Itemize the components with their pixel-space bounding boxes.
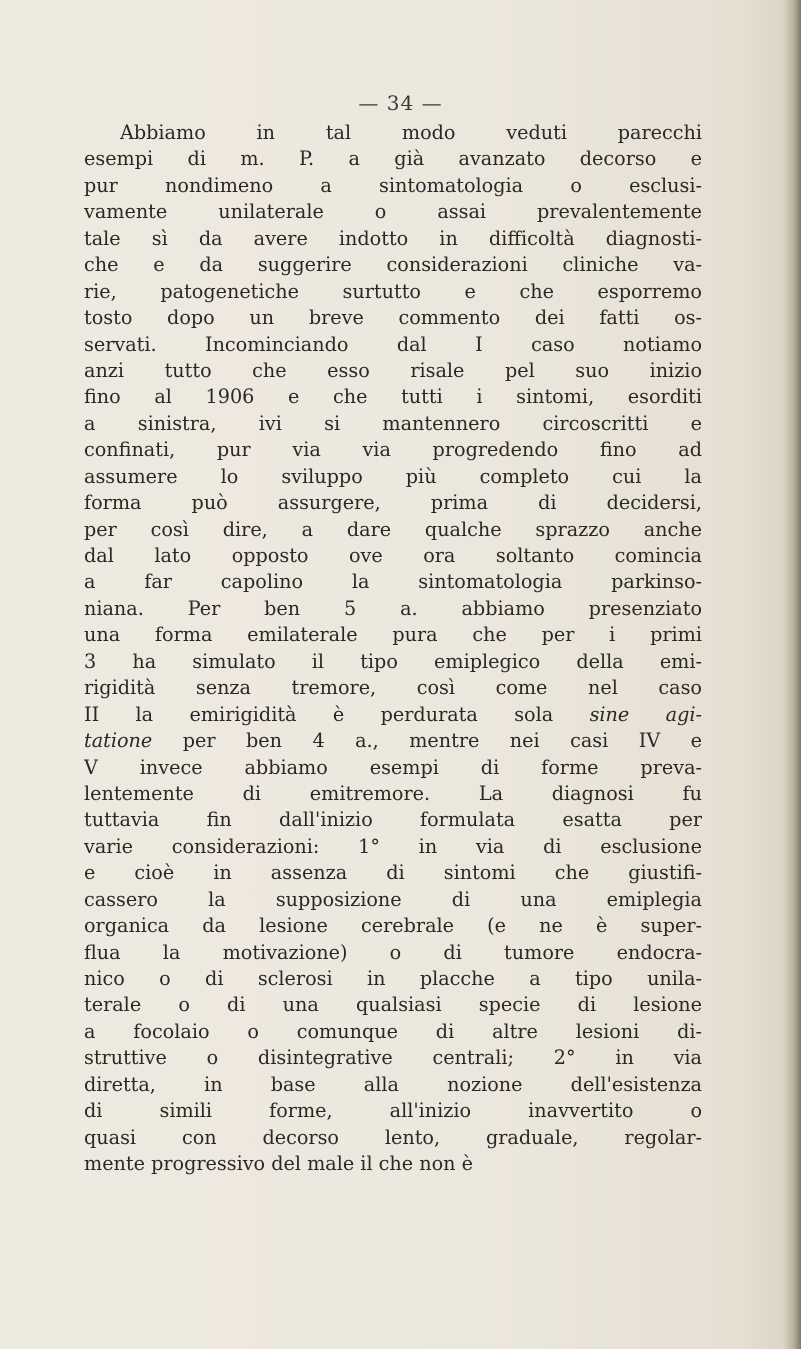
text-line: tosto dopo un breve commento dei fatti os- (84, 306, 702, 330)
text-line: rie, patogenetiche surtutto e che esporremo (84, 279, 702, 303)
text-line: di simili forme, all'inizio inavvertito o (84, 1099, 702, 1123)
text-line: e cioè in assenza di sintomi che giustifi- (84, 861, 702, 885)
body-text (84, 120, 702, 1178)
text-line: flua la motivazione) o di tumore endocra- (84, 940, 702, 964)
text-line: anzi tutto che esso risale pel suo inizio (84, 358, 702, 382)
text-line: assumere lo sviluppo più completo cui la (84, 464, 702, 488)
text-line: servati. Incominciando dal I caso notiamo (84, 332, 702, 356)
text-line: forma può assurgere, prima di decidersi, (84, 491, 702, 515)
text-line: niana. Per ben 5 a. abbiamo presenziato (84, 596, 702, 620)
text-line: mente progressivo del male il che non è (84, 1152, 473, 1176)
text-line: che e da suggerire considerazioni cliniche va- (84, 253, 702, 277)
text-line: pur nondimeno a sintomatologia o esclusi- (84, 173, 702, 197)
text-line: nico o di sclerosi in placche a tipo unila- (84, 967, 702, 990)
text-line: rigidità senza tremore, così come nel caso (84, 676, 702, 700)
text-line: struttive o disintegrative centrali; 2° in via (84, 1046, 702, 1070)
text-line: V invece abbiamo esempi di forme preva- (84, 755, 702, 779)
text-line: a sinistra, ivi si mantennero circoscritti e (84, 411, 702, 435)
italic-phrase: tatione (84, 729, 153, 753)
page-edge-shadow (783, 0, 801, 1349)
text-line: diretta, in base alla nozione dell'esistenza (84, 1072, 702, 1096)
text-line: terale o di una qualsiasi specie di lesione (84, 993, 702, 1017)
text-line: una forma emilaterale pura che per i primi (84, 623, 702, 647)
text-line: 3 ha simulato il tipo emiplegico della emi- (84, 649, 702, 673)
text-line: cassero la supposizione di una emiplegia (84, 887, 702, 911)
text-line: organica da lesione cerebrale (e ne è super- (84, 914, 702, 938)
text-line (84, 728, 702, 754)
text-line: dal lato opposto ove ora soltanto comincia (84, 544, 702, 567)
text-line: tuttavia fin dall'inizio formulata esatta per (84, 808, 702, 832)
italic-phrase: sine agi- (589, 702, 702, 726)
text-line: vamente unilaterale o assai prevalentemente (84, 200, 702, 224)
text-line-roman: II la emirigidità è perdurata sola (84, 702, 590, 726)
text-line: confinati, pur via via progredendo fino ad (84, 438, 702, 462)
text-line (84, 702, 702, 728)
text-line: lentemente di emitremore. La diagnosi fu (84, 781, 702, 805)
text-line: quasi con decorso lento, graduale, regolar- (84, 1125, 702, 1149)
text-line: esempi di m. P. a già avanzato decorso e (84, 147, 702, 171)
text-line: per così dire, a dare qualche sprazzo anche (84, 517, 702, 541)
text-line: Abbiamo in tal modo veduti parecchi (120, 121, 702, 144)
text-line-roman: per ben 4 a., mentre nei casi IV e (152, 729, 702, 753)
text-line: fino al 1906 e che tutti i sintomi, esorditi (84, 385, 702, 409)
text-line: a far capolino la sintomatologia parkinso- (84, 570, 702, 594)
text-line: varie considerazioni: 1° in via di esclusione (84, 834, 702, 858)
text-line: tale sì da avere indotto in difficoltà diagnosti- (84, 226, 702, 250)
page-number: — 34 — (358, 91, 443, 115)
text-line: a focolaio o comunque di altre lesioni di- (84, 1019, 702, 1043)
